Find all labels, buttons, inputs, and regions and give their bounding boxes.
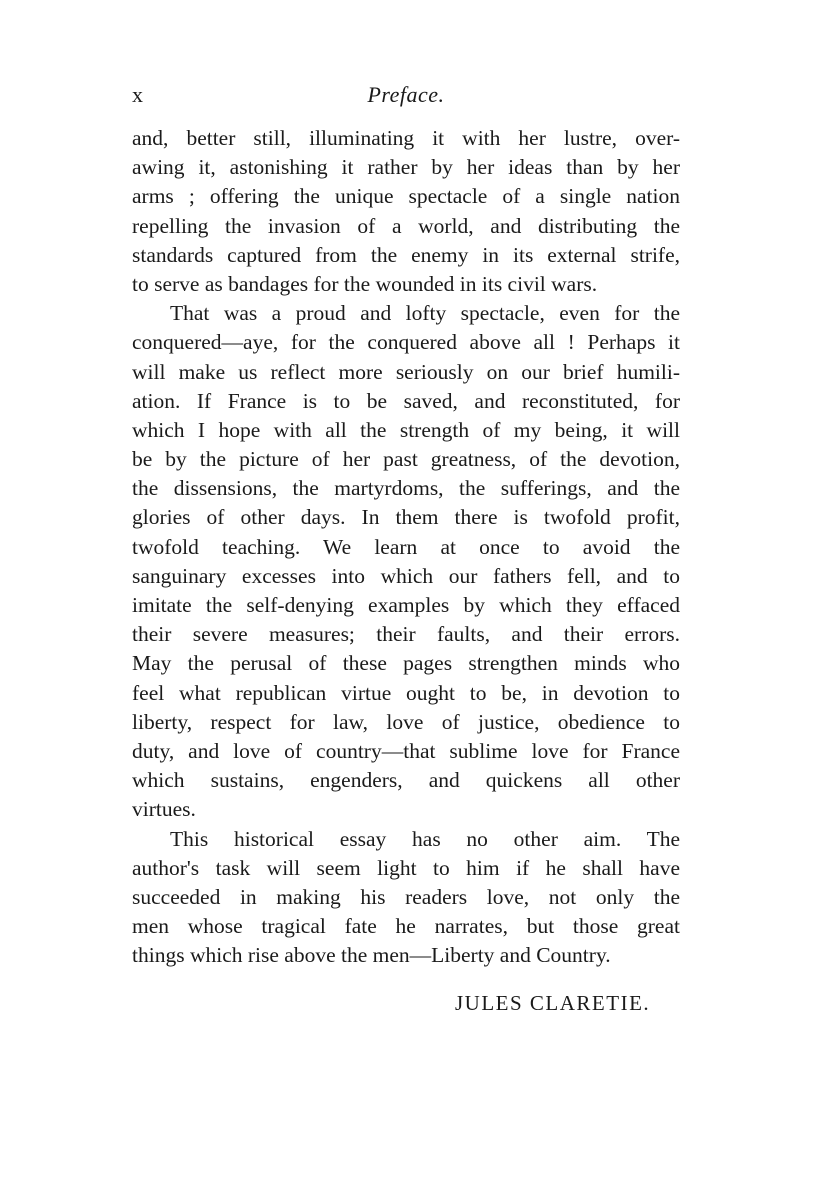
- text-line: to serve as bandages for the wounded in its civil wars.: [132, 271, 598, 296]
- text-line: awing it, astonishing it rather by her ideas than by her: [132, 155, 680, 180]
- text-line: That was a proud and lofty spectacle, even for the: [170, 301, 680, 326]
- text-line: liberty, respect for law, love of justice, obedience to: [132, 709, 680, 734]
- author-signature: JULES CLARETIE.: [455, 991, 651, 1015]
- text-line: sanguinary excesses into which our fathers fell, and to: [132, 563, 680, 588]
- page-number: x: [132, 82, 143, 107]
- text-line: twofold teaching. We learn at once to avoid the: [132, 534, 680, 559]
- text-line: which sustains, engenders, and quickens all other: [132, 768, 680, 793]
- running-head: [132, 80, 680, 110]
- text-line: imitate the self-denying examples by which they effaced: [132, 593, 680, 617]
- paragraph-3: [132, 825, 680, 971]
- text-line: and, better still, illuminating it with her lustre, over-: [132, 126, 680, 150]
- text-line: ation. If France is to be saved, and reconstituted, for: [132, 388, 680, 413]
- text-line: which I hope with all the strength of my being, it will: [132, 417, 680, 442]
- text-line: things which rise above the men—Liberty and Country.: [132, 943, 611, 968]
- body-text: [132, 124, 680, 970]
- text-line: duty, and love of country—that sublime love for France: [132, 738, 680, 763]
- paragraph-2: [132, 299, 680, 824]
- text-line: standards captured from the enemy in its external strife,: [132, 242, 680, 267]
- text-line: May the perusal of these pages strengthen minds who: [132, 651, 680, 676]
- text-line: This historical essay has no other aim. The: [170, 826, 680, 851]
- text-line: will make us reflect more seriously on our brief humili-: [132, 359, 680, 384]
- text-line: the dissensions, the martyrdoms, the sufferings, and the: [132, 476, 680, 501]
- text-line: repelling the invasion of a world, and distributing the: [132, 213, 680, 238]
- text-line: author's task will seem light to him if he shall have: [132, 855, 680, 880]
- text-line: their severe measures; their faults, and their errors.: [132, 622, 680, 647]
- text-line: conquered—aye, for the conquered above all ! Perhaps it: [132, 330, 680, 355]
- text-line: men whose tragical fate he narrates, but those great: [132, 914, 680, 939]
- text-line: virtues.: [132, 797, 196, 822]
- text-line: arms ; offering the unique spectacle of a single nation: [132, 184, 680, 209]
- text-line: glories of other days. In them there is twofold profit,: [132, 505, 680, 530]
- text-line: succeeded in making his readers love, not only the: [132, 884, 680, 909]
- paragraph-1: [132, 124, 680, 299]
- text-line: be by the picture of her past greatness, of the devotion,: [132, 447, 680, 472]
- running-title: Preface.: [367, 82, 445, 107]
- text-line: feel what republican virtue ought to be, in devotion to: [132, 680, 680, 705]
